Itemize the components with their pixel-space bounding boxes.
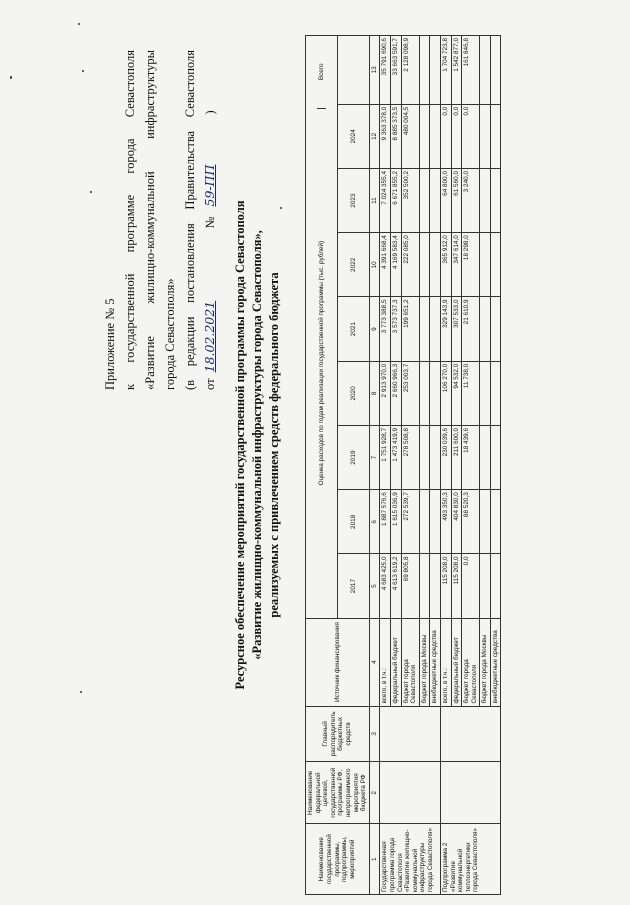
source-cell: бюджет города Севастополя [462,618,480,706]
value-cell: 0,0 [440,104,451,168]
value-cell: 94 532,0 [451,361,462,425]
value-cell [419,554,430,618]
value-cell [490,490,501,554]
value-cell: 18 298,0 [462,233,480,297]
value-cell: 4 613 619,2 [390,554,401,618]
appendix-word: государственной [123,273,137,363]
value-cell: 4 683 425,0 [380,554,391,618]
appendix-word: постановления [183,223,197,303]
source-cell: бюджет города Москвы [480,618,491,706]
value-cell [419,490,430,554]
total-cell: 161 846,8 [462,36,480,105]
value-cell: 480 004,5 [401,104,419,168]
col-number: 8 [369,361,380,425]
col-number: 9 [369,297,380,361]
value-cell [490,233,501,297]
total-cell [480,36,491,105]
appendix-line-3 [140,50,160,390]
value-cell [430,425,441,489]
federal-program-cell [380,762,441,824]
appendix-word: Правительства [183,130,197,210]
total-cell: 1 542 877,0 [451,36,462,105]
value-cell: 11 738,0 [462,361,480,425]
appendix-word: ) [203,110,217,115]
source-cell: бюджет города Москвы [419,618,430,706]
appendix-header [100,50,220,390]
grbs-cell [440,706,501,762]
scan-speck [90,191,92,193]
value-cell: 61 560,0 [451,168,462,232]
scan-speck [78,23,80,25]
appendix-word: Севастополя [183,50,197,118]
appendix-word: «Развитие [143,336,157,390]
year-header: 2022 [337,233,369,297]
col-number: 13 [369,36,380,105]
appendix-word: города Севастополя» [163,278,177,390]
value-cell: 253 003,7 [401,361,419,425]
value-cell [430,490,441,554]
program-name-cell: Государственная программа города Севастополя «Развитие жилищно-коммунальной инфраструктуры города Севастополя» [380,824,441,895]
grbs-cell [380,706,441,762]
value-cell [430,168,441,232]
value-cell: 1 751 928,7 [380,425,391,489]
scan-speck [280,207,282,209]
value-cell: 230 039,6 [440,425,451,489]
total-header-cell [337,36,369,105]
value-cell [419,233,430,297]
value-cell: 278 508,8 [401,425,419,489]
value-cell [430,104,441,168]
value-cell: 199 651,2 [401,297,419,361]
col-number: 3 [369,706,380,762]
value-cell: 18 439,6 [462,425,480,489]
value-cell: 64 800,0 [440,168,451,232]
value-cell: 2 660 966,3 [390,361,401,425]
value-cell: 404 830,0 [451,490,462,554]
header-estimate-label: Оценка расходов по годам реализации государственной программы (тыс. рублей) [317,240,325,486]
value-cell: 1 615 036,9 [390,490,401,554]
appendix-word: (в [183,379,197,390]
value-cell: 8 885 373,5 [390,104,401,168]
title-line-2: «Развитие жилищно-коммунальной инфраструктуры города Севастополя», [250,230,264,660]
header-grbs: Главный распорядитель бюджетных средств [306,706,370,762]
value-cell: 493 350,3 [440,490,451,554]
value-cell: 106 270,0 [440,361,451,425]
value-cell: 329 143,9 [440,297,451,361]
value-cell [419,297,430,361]
value-cell: 352 500,2 [401,168,419,232]
year-header: 2023 [337,168,369,232]
value-cell [480,104,491,168]
handwritten-number: 59-ПП [202,164,217,207]
value-cell: 1 473 419,9 [390,425,401,489]
value-cell: 1 887 576,6 [380,490,391,554]
value-cell: 115 208,0 [451,554,462,618]
column-number-row [369,36,380,895]
value-cell [490,554,501,618]
header-total: Всего [317,36,327,109]
value-cell [419,104,430,168]
value-cell: 9 363 378,0 [380,104,391,168]
header-name: Наименование государственной программы, подпрограммы, мероприятий [306,824,370,895]
value-cell: 0,0 [451,104,462,168]
year-header: 2018 [337,490,369,554]
value-cell [419,168,430,232]
program-name-cell: Подпрограмма 2 «Развитие коммунальной теплоэнергетики города Севастополя» [440,824,501,895]
appendix-line-2 [120,50,140,390]
value-cell: 21 610,9 [462,297,480,361]
year-header: 2019 [337,425,369,489]
scan-speck [80,691,82,693]
source-cell: всего, в т.ч.: [440,618,451,706]
value-cell [430,297,441,361]
total-cell [430,36,441,105]
value-cell [430,554,441,618]
source-cell: федеральный бюджет [390,618,401,706]
appendix-word: редакции [183,316,197,367]
value-cell: 0,0 [462,554,480,618]
col-number: 4 [369,618,380,706]
value-cell [490,168,501,232]
appendix-word: программе [123,194,137,253]
source-cell: бюджет города Севастополя [401,618,419,706]
table-row [380,36,391,895]
value-cell: 7 024 355,4 [380,168,391,232]
col-number: 7 [369,425,380,489]
source-cell: федеральный бюджет [451,618,462,706]
value-cell: 307 533,0 [451,297,462,361]
source-cell: внебюджетные средства [490,618,501,706]
value-cell [480,168,491,232]
col-number: 11 [369,168,380,232]
value-cell: 211 600,0 [451,425,462,489]
appendix-line-6 [200,50,220,390]
total-cell: 2 128 098,9 [401,36,419,105]
source-cell: внебюджетные средства [430,618,441,706]
value-cell [490,297,501,361]
appendix-label: Приложение № 5 [103,298,117,390]
total-cell [490,36,501,105]
total-cell: 35 791 690,6 [380,36,391,105]
col-number: 6 [369,490,380,554]
value-cell [480,425,491,489]
value-cell [419,361,430,425]
value-cell: 4 169 583,4 [390,233,401,297]
table-row [440,36,451,895]
value-cell: 347 614,0 [451,233,462,297]
appendix-line-1 [100,50,120,390]
header-federal-program: Наименование федеральной целевой, государственной программы РФ, непрограммного мероприятия бюджета РФ [306,762,370,824]
col-number: 1 [369,824,380,895]
total-cell: 33 663 591,7 [390,36,401,105]
year-header: 2024 [337,104,369,168]
col-number: 5 [369,554,380,618]
value-cell: 272 539,7 [401,490,419,554]
value-cell [480,233,491,297]
appendix-word: Севастополя [123,50,137,118]
value-cell [490,361,501,425]
resource-table [305,35,501,895]
appendix-word: к [123,383,137,390]
scan-speck [10,76,12,79]
col-number: 2 [369,762,380,824]
year-header: 2017 [337,554,369,618]
col-number: 12 [369,104,380,168]
handwritten-date: 18.02.2021 [202,300,217,373]
appendix-line-5 [180,50,200,390]
value-cell: 88 520,3 [462,490,480,554]
value-cell [480,490,491,554]
appendix-word: жилищно-коммунальной [143,171,157,304]
value-cell: 69 805,8 [401,554,419,618]
value-cell [490,425,501,489]
title-line-3: реализуемых с привлечением средств федерального бюджета [267,272,281,618]
value-cell: 4 391 668,4 [380,233,391,297]
total-cell: 1 704 723,8 [440,36,451,105]
value-cell: 3 773 388,5 [380,297,391,361]
value-cell: 6 671 855,2 [390,168,401,232]
col-number: 10 [369,233,380,297]
value-cell: 3 573 737,3 [390,297,401,361]
value-cell [480,361,491,425]
value-cell [430,233,441,297]
value-cell [419,425,430,489]
year-header: 2020 [337,361,369,425]
table-body [380,36,501,895]
value-cell [480,297,491,361]
source-cell: всего, в т.ч.: [380,618,391,706]
value-cell: 3 240,0 [462,168,480,232]
total-cell [419,36,430,105]
value-cell: 115 208,0 [440,554,451,618]
scan-speck [82,70,84,72]
value-cell [480,554,491,618]
header-source: Источник финансирования [306,618,370,706]
value-cell [490,104,501,168]
year-header: 2021 [337,297,369,361]
value-cell [430,361,441,425]
appendix-word: города [123,138,137,174]
appendix-word: от [203,378,217,390]
value-cell: 2 913 970,0 [380,361,391,425]
document-title [232,155,283,735]
title-line-1: Ресурсное обеспечение мероприятий государственной программы города Севастополя [233,200,247,690]
federal-program-cell [440,762,501,824]
appendix-word: инфраструктуры [143,50,157,139]
value-cell: 0,0 [462,104,480,168]
header-row-1 [306,36,338,895]
value-cell: 365 912,0 [440,233,451,297]
appendix-word: № [203,216,217,229]
header-estimate [306,36,338,619]
appendix-line-4 [160,50,180,390]
value-cell: 222 085,0 [401,233,419,297]
